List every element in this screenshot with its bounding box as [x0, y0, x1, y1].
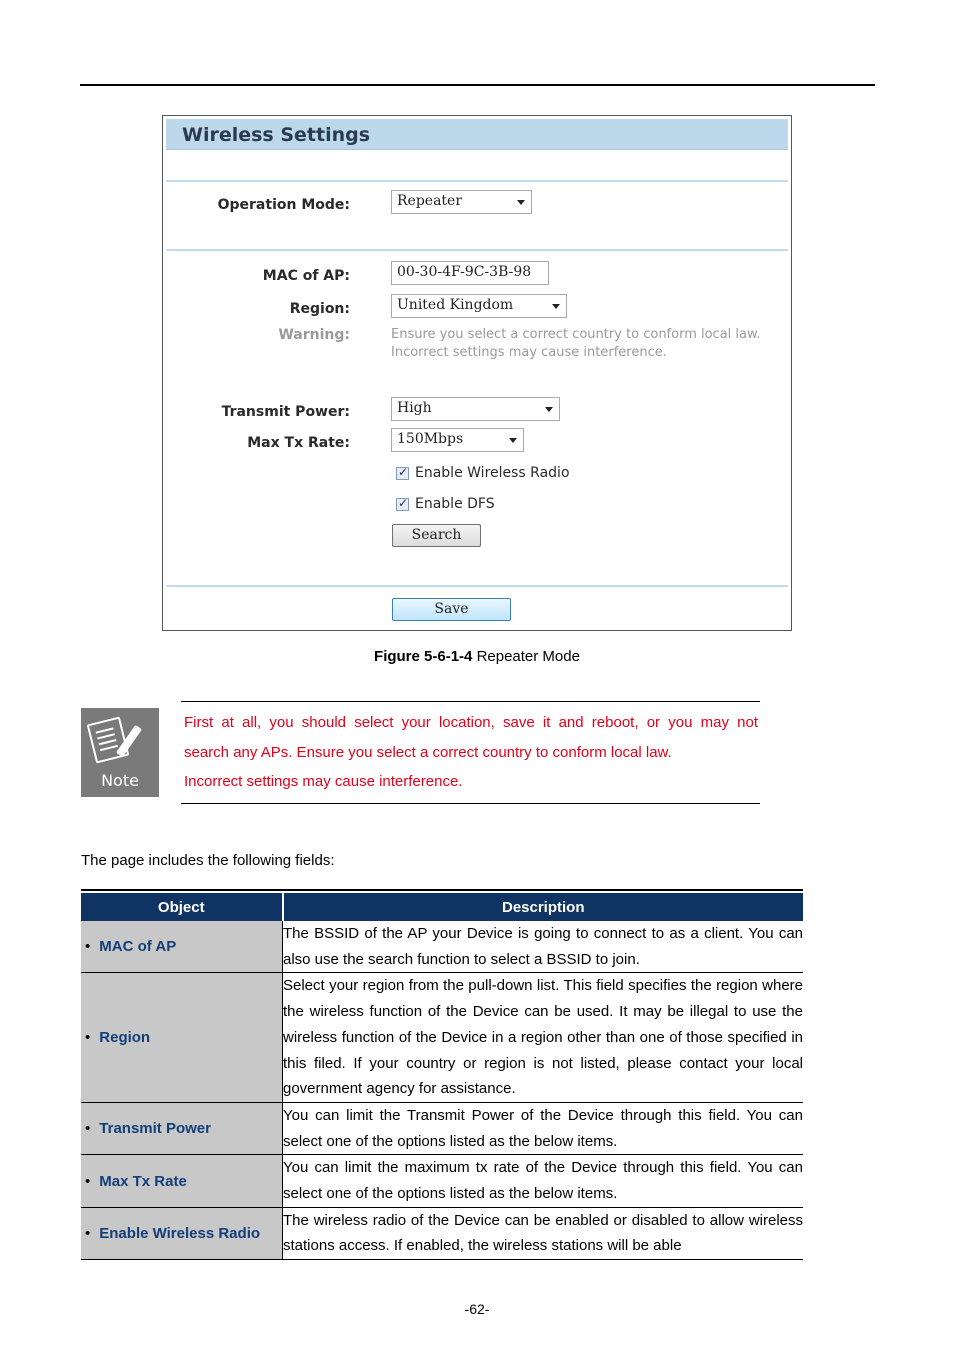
- note-top-rule: [181, 701, 760, 702]
- operation-mode-value: Repeater: [397, 193, 463, 209]
- enable-wireless-radio-checkbox[interactable]: [396, 467, 409, 480]
- note-bottom-rule: [181, 803, 760, 804]
- object-cell: [81, 1155, 283, 1207]
- screenshot-title-bar: [166, 119, 788, 150]
- figure-title: Repeater Mode: [476, 648, 580, 665]
- chevron-down-icon: [517, 200, 525, 205]
- note-line-3: Incorrect settings may cause interference.: [184, 773, 463, 790]
- object-cell: [81, 1207, 283, 1259]
- mac-input[interactable]: 00-30-4F-9C-3B-98: [391, 261, 549, 285]
- search-button[interactable]: Search: [392, 524, 481, 547]
- header-object: Object: [81, 893, 283, 921]
- figure-caption: [0, 648, 954, 665]
- figure-number: Figure 5-6-1-4: [374, 648, 473, 665]
- screenshot-title: Wireless Settings: [182, 124, 371, 146]
- warning-text-2: Incorrect settings may cause interference.: [391, 345, 667, 360]
- enable-dfs-label: Enable DFS: [415, 496, 495, 512]
- note-line-2: search any APs. Ensure you select a correct country to conform local law.: [184, 743, 672, 761]
- enable-wireless-radio-label: Enable Wireless Radio: [415, 465, 570, 481]
- warning-text-1: Ensure you select a correct country to conform local law.: [391, 327, 761, 342]
- object-cell: [81, 1102, 283, 1154]
- page-number: -62-: [464, 1301, 490, 1317]
- table-row: [81, 921, 803, 973]
- operation-mode-label: Operation Mode:: [217, 197, 350, 213]
- save-button[interactable]: Save: [392, 598, 511, 621]
- description-cell: You can limit the maximum tx rate of the Device through this field. You can select one of the options listed as the below items.: [283, 1155, 804, 1207]
- object-name: • Max Tx Rate: [81, 1173, 187, 1190]
- max-tx-rate-label: Max Tx Rate:: [247, 435, 350, 451]
- divider: [166, 585, 788, 587]
- transmit-power-label: Transmit Power:: [221, 404, 350, 420]
- intro-text: The page includes the following fields:: [81, 852, 335, 869]
- fields-table: [81, 893, 803, 1260]
- description-cell: You can limit the Transmit Power of the Device through this field. You can select one of the options listed as the below items.: [283, 1102, 804, 1154]
- max-tx-rate-select[interactable]: [391, 428, 524, 452]
- region-value: United Kingdom: [397, 297, 514, 313]
- table-row: [81, 973, 803, 1103]
- chevron-down-icon: [552, 304, 560, 309]
- region-select[interactable]: [391, 294, 567, 318]
- header-rule: [80, 84, 875, 86]
- wireless-settings-screenshot: [162, 115, 792, 631]
- divider: [166, 180, 788, 182]
- note-icon-label: Note: [101, 771, 139, 790]
- divider: [166, 249, 788, 251]
- object-cell: [81, 921, 283, 973]
- chevron-down-icon: [509, 438, 517, 443]
- object-name: • Region: [81, 1029, 150, 1046]
- enable-dfs-checkbox[interactable]: [396, 498, 409, 511]
- operation-mode-select[interactable]: [391, 190, 532, 214]
- description-cell: Select your region from the pull-down list. This field specifies the region where the wireless function of the Device can be used. It may be illegal to use the wireless function of the Device in a region other than one of those specified in this filed. If your country or region is not listed, please contact your local government agency for assistance.: [283, 973, 804, 1103]
- mac-label: MAC of AP:: [262, 268, 350, 284]
- warning-label: Warning:: [278, 327, 350, 343]
- object-name: • Enable Wireless Radio: [81, 1225, 260, 1242]
- description-cell: The wireless radio of the Device can be enabled or disabled to allow wireless stations access. If enabled, the wireless stations will be able: [283, 1207, 804, 1259]
- table-top-rule: [81, 889, 803, 891]
- table-row: [81, 1102, 803, 1154]
- object-cell: [81, 973, 283, 1103]
- table-header-row: [81, 893, 803, 921]
- note-text: [184, 708, 758, 797]
- table-row: [81, 1155, 803, 1207]
- transmit-power-select[interactable]: [391, 397, 560, 421]
- object-name: • MAC of AP: [81, 938, 176, 955]
- note-line-1: First at all, you should select your location, save it and reboot, or you may not: [184, 714, 758, 731]
- object-name: • Transmit Power: [81, 1120, 211, 1137]
- header-description: Description: [283, 893, 804, 921]
- description-cell: The BSSID of the AP your Device is going to connect to as a client. You can also use the search function to select a BSSID to join.: [283, 921, 804, 973]
- chevron-down-icon: [545, 407, 553, 412]
- max-tx-rate-value: 150Mbps: [397, 431, 464, 447]
- region-label: Region:: [289, 301, 350, 317]
- table-row: [81, 1207, 803, 1259]
- transmit-power-value: High: [397, 400, 432, 416]
- note-icon: [81, 708, 159, 797]
